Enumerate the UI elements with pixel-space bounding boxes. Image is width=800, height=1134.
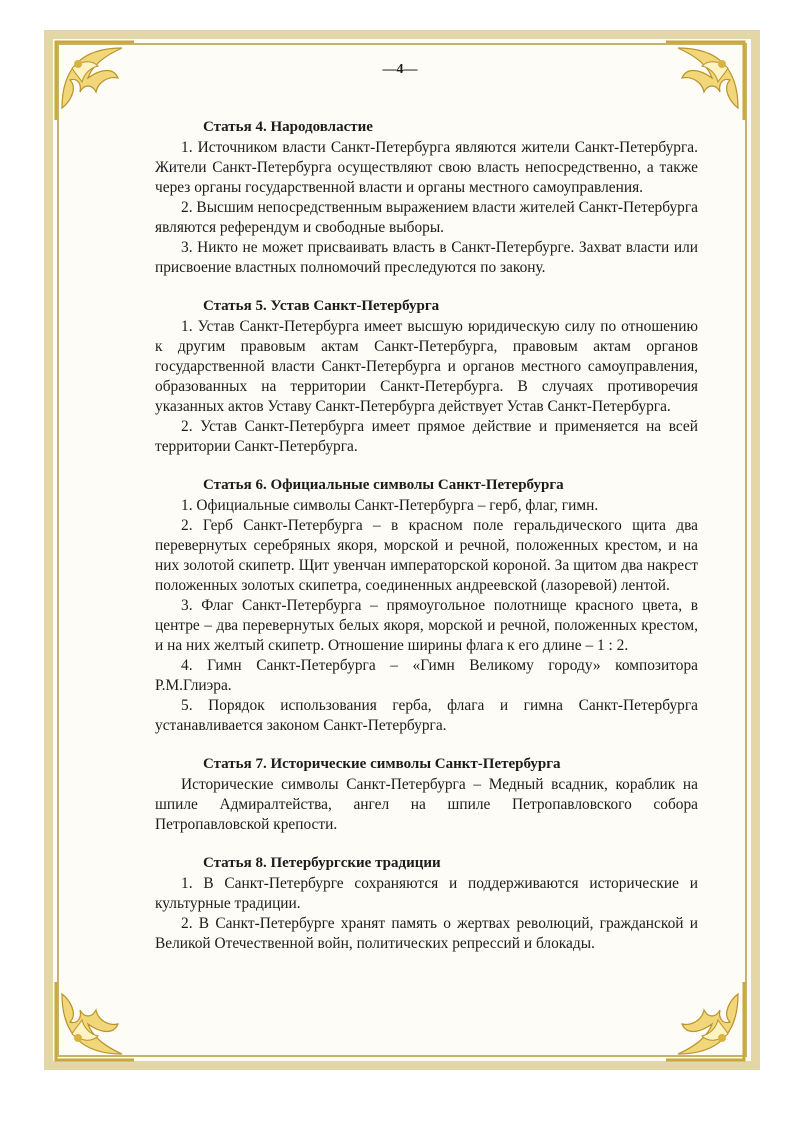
article-paragraph: Исторические символы Санкт-Петербурга – Медный всадник, кораблик на шпиле Адмиралтейства, ангел на шпиле Петропавловского собора Петропавловской крепости. <box>155 776 698 833</box>
article-paragraph: 3. Никто не может присваивать власть в Санкт-Петербурге. Захват власти или присвоение властных полномочий преследуются по закону. <box>155 239 698 276</box>
article-title: Статья 7. Исторические символы Санкт-Петербурга <box>203 756 561 772</box>
article-paragraph: 2. Устав Санкт-Петербурга имеет прямое действие и применяется на всей территории Санкт-Петербурга. <box>155 418 698 455</box>
article-title: Статья 6. Официальные символы Санкт-Петербурга <box>203 477 564 493</box>
article-paragraph: 5. Порядок использования герба, флага и гимна Санкт-Петербурга устанавливается законом Санкт-Петербурга. <box>155 697 698 734</box>
article-paragraph: 2. Высшим непосредственным выражением власти жителей Санкт-Петербурга являются референдум и свободные выборы. <box>155 199 698 236</box>
article-paragraph: 2. Герб Санкт-Петербурга – в красном поле геральдического щита два перевернутых серебряных якоря, морской и речной, положенных крестом, и на них золотой скипетр. Щит увенчан императорской короной. За щитом два накрест положенных золотых скипетра, соединенных андреевской (лазоревой) лентой. <box>155 517 698 594</box>
article-paragraph: 1. Официальные символы Санкт-Петербурга – герб, флаг, гимн. <box>181 497 599 514</box>
corner-ornament-icon <box>662 38 748 124</box>
corner-ornament-icon <box>662 978 748 1064</box>
article-title: Статья 8. Петербургские традиции <box>203 855 441 871</box>
article-paragraph: 1. Устав Санкт-Петербурга имеет высшую юридическую силу по отношению к другим правовым актам Санкт-Петербурга, правовым актам органов государственной власти Санкт-Петербурга и органов местного самоуправления, образованных на территории Санкт-Петербурга. В случаях противоречия указанных актов Уставу Санкт-Петербурга действует Устав Санкт-Петербурга. <box>155 318 698 415</box>
corner-ornament-icon <box>52 38 138 124</box>
article-paragraph: 2. В Санкт-Петербурге хранят память о жертвах революций, гражданской и Великой Отечественной войн, политических репрессий и блокады. <box>155 915 698 952</box>
article-title: Статья 5. Устав Санкт-Петербурга <box>203 298 440 314</box>
article-8 <box>155 853 698 954</box>
article-paragraph: 1. В Санкт-Петербурге сохраняются и поддерживаются исторические и культурные традиции. <box>155 875 698 912</box>
page-number: —4— <box>382 62 418 77</box>
article-6 <box>155 475 698 736</box>
article-4 <box>155 117 698 278</box>
article-title: Статья 4. Народовластие <box>203 119 373 135</box>
article-7 <box>155 754 698 835</box>
article-5 <box>155 296 698 457</box>
corner-ornament-icon <box>52 978 138 1064</box>
article-paragraph: 3. Флаг Санкт-Петербурга – прямоугольное полотнище красного цвета, в центре – два перевернутых белых якоря, морской и речной, положенных крестом, и на них желтый скипетр. Отношение ширины флага к его длине – 1 : 2. <box>155 597 698 654</box>
article-paragraph: 1. Источником власти Санкт-Петербурга являются жители Санкт-Петербурга. Жители Санкт-Петербурга осуществляют свою власть непосредственно, а также через органы государственной власти и органы местного самоуправления. <box>155 139 698 196</box>
article-paragraph: 4. Гимн Санкт-Петербурга – «Гимн Великому городу» композитора Р.М.Глиэра. <box>155 657 698 694</box>
document-body <box>155 117 698 972</box>
